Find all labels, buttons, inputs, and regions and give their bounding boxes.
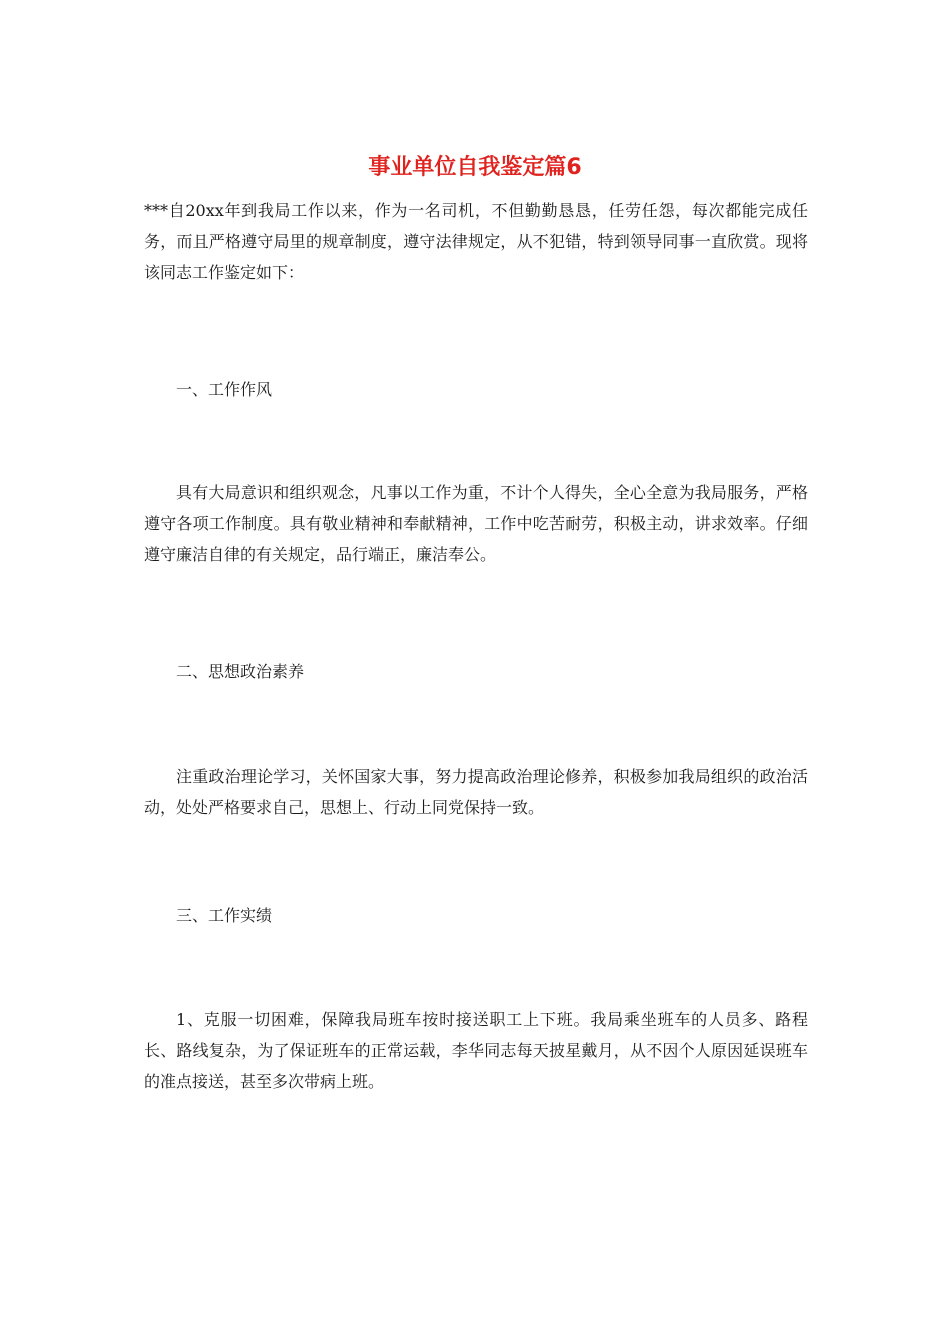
section-heading-political: 二、思想政治素养 (176, 662, 305, 681)
section-body-political: 注重政治理论学习，关怀国家大事，努力提高政治理论修养，积极参加我局组织的政治活动，处处严格要求自己，思想上、行动上同党保持一致。 (144, 767, 808, 817)
section-body-work-style: 具有大局意识和组织观念，凡事以工作为重，不计个人得失，全心全意为我局服务，严格遵守各项工作制度。具有敬业精神和奉献精神，工作中吃苦耐劳，积极主动，讲求效率。仔细遵守廉洁自律的有关规定，品行端正，廉洁奉公。 (144, 483, 808, 564)
section-heading-work-style: 一、工作作风 (176, 380, 273, 399)
intro-paragraph: ***自20xx年到我局工作以来，作为一名司机，不但勤勤恳恳，任劳任怨，每次都能完成任务，而且严格遵守局里的规章制度，遵守法律规定，从不犯错，特到领导同事一直欣赏。现将该同志工作鉴定如下： (144, 201, 808, 282)
document-title: 事业单位自我鉴定篇6 (368, 155, 582, 180)
section-heading-achievements: 三、工作实绩 (176, 906, 273, 925)
section-body-achievements: 1、克服一切困难，保障我局班车按时接送职工上下班。我局乘坐班车的人员多、路程长、路线复杂，为了保证班车的正常运载，李华同志每天披星戴月，从不因个人原因延误班车的准点接送，甚至多次带病上班。 (144, 1010, 808, 1091)
